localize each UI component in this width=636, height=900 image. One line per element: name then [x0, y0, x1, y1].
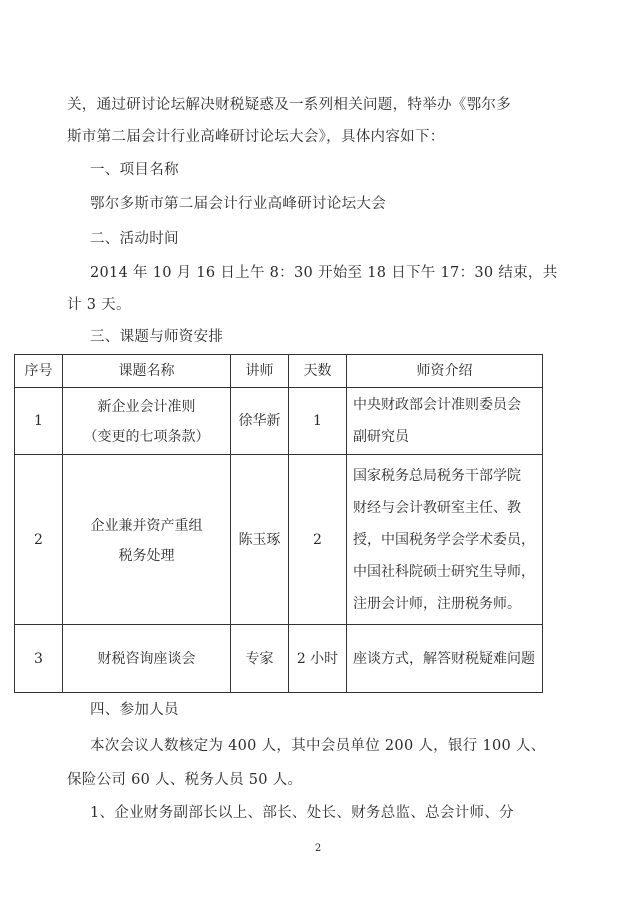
- row-intro: [347, 388, 543, 455]
- paragraph-intro-line-1: 关，通过研讨论坛解决财税疑惑及一系列相关问题，特举办《鄂尔多: [67, 97, 511, 113]
- intro-line: 财经与会计教研室主任、教: [353, 499, 521, 516]
- row-no: 3: [15, 625, 63, 693]
- topic-line: 新企业会计准则: [97, 399, 196, 415]
- page-number: 2: [314, 843, 322, 854]
- table-header-row: [15, 355, 543, 388]
- table-row: [15, 455, 543, 625]
- intro-line: 授，中国税务学会学术委员，: [353, 531, 535, 548]
- header-lecturer: 讲师: [231, 355, 289, 388]
- intro-line: 中央财政部会计准则委员会: [353, 397, 521, 413]
- section-heading-topics: 三、课题与师资安排: [90, 329, 224, 345]
- header-no: 序号: [15, 355, 63, 388]
- row-lecturer: 徐华新: [231, 388, 289, 455]
- project-name-text: 鄂尔多斯市第二届会计行业高峰研讨论坛大会: [90, 196, 386, 212]
- intro-line: 座谈方式，解答财税疑难问题: [353, 650, 535, 667]
- intro-line: 中国社科院硕士研究生导师，: [353, 563, 535, 580]
- participants-line-2: 保险公司 60 人、税务人员 50 人。: [67, 772, 303, 788]
- topic-line: 税务处理: [118, 547, 175, 564]
- row-lecturer: 陈玉琢: [231, 455, 289, 625]
- intro-line: 注册会计师，注册税务师。: [353, 595, 521, 612]
- row-intro: [347, 455, 543, 625]
- row-topic: [63, 388, 231, 455]
- participants-line-1: 本次会议人数核定为 400 人，其中会员单位 200 人，银行 100 人、: [90, 738, 546, 754]
- row-topic: [63, 455, 231, 625]
- row-intro: [347, 625, 543, 693]
- paragraph-intro-line-2: 斯市第二届会计行业高峰研讨论坛大会》，具体内容如下：: [67, 129, 445, 145]
- row-days: 2 小时: [289, 625, 347, 693]
- section-heading-project-name: 一、项目名称: [90, 162, 179, 178]
- row-no: 1: [15, 388, 63, 455]
- topic-line: 企业兼并资产重组: [90, 517, 203, 534]
- header-topic: 课题名称: [63, 355, 231, 388]
- schedule-table: [14, 354, 543, 693]
- intro-line: 国家税务总局税务干部学院: [353, 467, 521, 484]
- row-days: 2: [289, 455, 347, 625]
- topic-line: （变更的七项条款）: [83, 429, 210, 445]
- participants-item-1: 1、企业财务副部长以上、部长、处长、财务总监、总会计师、分: [90, 805, 514, 821]
- topic-line: 财税咨询座谈会: [97, 650, 196, 667]
- table-row: [15, 625, 543, 693]
- section-heading-participants: 四、参加人员: [90, 702, 179, 718]
- row-lecturer: 专家: [231, 625, 289, 693]
- time-line-2: 计 3 天。: [67, 297, 131, 313]
- intro-line: 副研究员: [353, 429, 409, 445]
- time-line-1: 2014 年 10 月 16 日上午 8：30 开始至 18 日下午 17：30 结束，共: [90, 265, 558, 281]
- table-row: [15, 388, 543, 455]
- row-days: 1: [289, 388, 347, 455]
- section-heading-activity-time: 二、活动时间: [90, 231, 179, 247]
- header-days: 天数: [289, 355, 347, 388]
- header-intro: 师资介绍: [347, 355, 543, 388]
- row-topic: [63, 625, 231, 693]
- row-no: 2: [15, 455, 63, 625]
